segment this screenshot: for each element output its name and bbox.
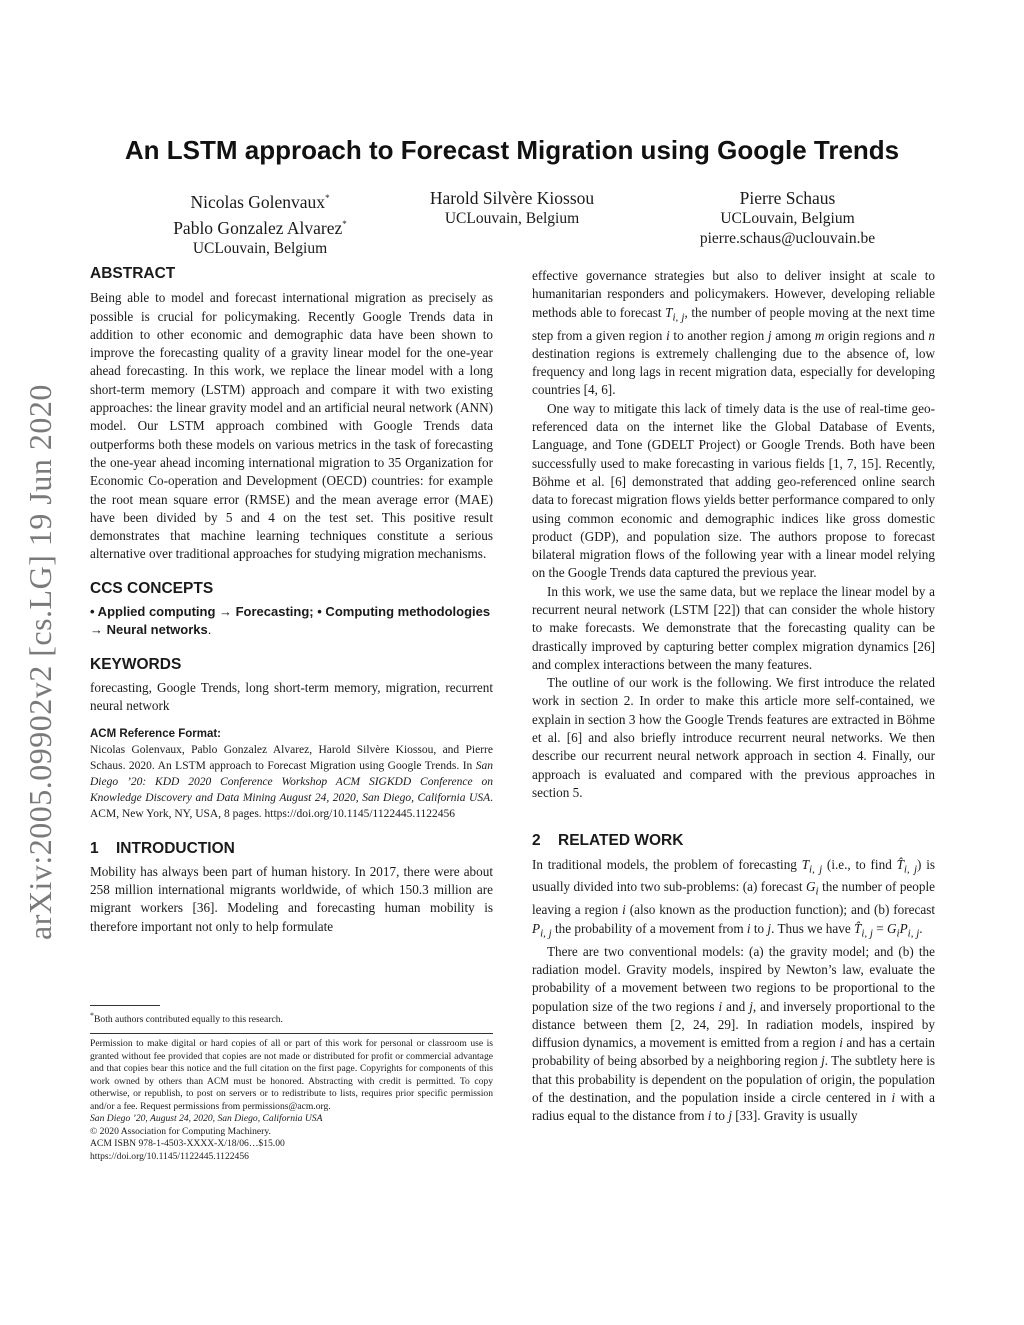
- left-column: [90, 265, 493, 936]
- author-affiliation: UCLouvain, Belgium: [192, 239, 328, 257]
- footnote-text: Both authors contributed equally to this research.: [94, 1014, 283, 1026]
- right-column: [532, 267, 935, 1126]
- permission-divider: [90, 1033, 493, 1034]
- author-affiliation: UCLouvain, Belgium: [444, 210, 580, 227]
- author-name: Harold Silvère Kiossou: [429, 188, 595, 208]
- keywords-text: forecasting, Google Trends, long short-term memory, migration, recurrent neural network: [90, 679, 493, 714]
- keywords-heading: KEYWORDS: [90, 655, 182, 673]
- permission-isbn: ACM ISBN 978-1-4503-XXXX-X/18/06…$15.00: [90, 1138, 285, 1149]
- intro-paragraph: One way to mitigate this lack of timely data is the use of real-time geo-referenced data on the internet like the Global Database of Events, Language, and Tone (GDELT Project) or Google Trends. Both have been successfully used to make forecasting in various fields [1, 7, 15]. Recently, Böhme et al. [6] demonstrated that adding geo-referenced online search data to forecast migration flows yields better performance compared to only using common economic and demographic indices like gross domestic product (GDP), and population size. The authors propose to forecast bilateral migration flows of the following year with a linear model relying on the Google Trends data captured the previous year.: [532, 400, 935, 581]
- intro-paragraph: In this work, we use the same data, but we replace the linear model by a recurrent neural network (LSTM [22]) that can consider the whole history to make forecasts. We demonstrate that the forecasting quality can be drastically improved by capturing better complex migration dynamics [26] and complex interactions between the many features.: [532, 583, 935, 672]
- section-number: 1: [90, 839, 99, 857]
- footnote-mark: *: [325, 193, 330, 203]
- permission-doi[interactable]: https://doi.org/10.1145/1122445.1122456: [90, 1150, 249, 1162]
- permission-block: [90, 1038, 493, 1163]
- author-block-3: [660, 187, 915, 249]
- related-work-paragraph: There are two conventional models: (a) the gravity model; and (b) the radiation model. Gravity models, inspired by Newton’s law, evaluate the probability of a movement between two regions to be proportional to the population size of the two regions i and j, and inversely proportional to the distance between them [2, 24, 29]. In radiation models, inspired by diffusion dynamics, a movement is emitted from a region i and has a certain probability of being absorbed by a neighboring region j. The subtlety here is that this probability is dependent on the population of origin, the population of the destination, and the population inside a circle centered in i with a radius equal to the distance from i to j [33]. Gravity is usually: [532, 943, 936, 1124]
- footnote-divider: [90, 1005, 160, 1006]
- footnote-mark: *: [342, 218, 347, 229]
- permission-copyright: © 2020 Association for Computing Machinery.: [90, 1125, 271, 1137]
- arxiv-identifier: arXiv:2005.09902v2 [cs.LG] 19 Jun 2020: [22, 384, 58, 940]
- author-block-1: [110, 187, 410, 259]
- ccs-heading: CCS CONCEPTS: [90, 579, 214, 597]
- section-number: 2: [532, 832, 541, 850]
- permission-venue: San Diego ’20, August 24, 2020, San Diego, California USA: [90, 1113, 323, 1124]
- intro-continued-paragraph: effective governance strategies but also to deliver insight at scale to humanitarian responders and policymakers. However, developing reliable methods able to forecast $T_{i, j}$, the number of people moving at the next time step from a given region i to another region j among m origin regions and n destination regions is extremely challenging due to the absence of, low frequency and long lags in recent migration data, especially for developing countries [4, 6].: [532, 268, 935, 398]
- footnote: [90, 1010, 493, 1027]
- ccs-concepts: [90, 603, 493, 640]
- abstract-text: Being able to model and forecast international migration as precisely as possible is crucial for policymaking. Recently Google Trends data in addition to other economic and demographic data have been shown to improve the forecasting quality of a gravity linear model for the one-year ahead forecasting. In this work, we replace the linear model with a long short-term memory (LSTM) approach and compare it with two existing approaches: the linear gravity model and an artificial neural network (ANN) model. Our LSTM approach combined with Google Trends data outperforms both these models on various metrics in the task of forecasting the one-year ahead incoming international migration to 35 Organization for Economic Co-operation and Development (OECD) countries: for example the root mean square error (RMSE) and the mean average error (MAE) have been divided by 5 and 4 on the test set. This positive result demonstrates that machine learning techniques constitute a serious alternative over traditional approaches for studying migration mechanisms.: [90, 290, 493, 562]
- intro-paragraph: The outline of our work is the following. We first introduce the related work in section 2. In order to make this article more self-contained, we explain in section 3 how the Google Trends features are extracted in Böhme et al. [6] and also briefly introduce recurrent neural networks. We then describe our recurrent neural network approach in section 4. Finally, our approach is evaluated and compared with the previous approaches in section 5.: [532, 675, 935, 800]
- author-email[interactable]: pierre.schaus@uclouvain.be: [699, 230, 876, 247]
- acm-reference-text: [90, 742, 493, 822]
- section-title: INTRODUCTION: [116, 839, 235, 857]
- acm-reference-part: . ACM, New York, NY, USA, 8 pages. https://doi.org/10.1145/1122445.1122456: [90, 791, 493, 820]
- author-name: Pierre Schaus: [739, 188, 836, 208]
- acm-reference-heading: ACM Reference Format:: [90, 727, 221, 740]
- footnote-mark: *: [90, 1011, 94, 1020]
- author-block-2: [372, 187, 652, 229]
- section-title: RELATED WORK: [558, 832, 684, 850]
- permission-text: Permission to make digital or hard copies of all or part of this work for personal or classroom use is granted without fee provided that copies are not made or distributed for profit or commercial advantage and that copies bear this notice and the full citation on the first page. Copyrights for components of this work owned by others than ACM must be honored. Abstracting with credit is permitted. To copy otherwise, or republish, to post on servers or to redistribute to lists, requires prior specific permission and/or a fee. Request permissions from permissions@acm.org.: [90, 1038, 493, 1112]
- related-work-paragraph: In traditional models, the problem of forecasting $T_{i, j}$ (i.e., to find $T̂_{i, j}$) is usually divided into two sub-problems: (a) forecast $G_i$ the number of people leaving a region i (also known as the production function); and (b) forecast $P_{i, j}$ the probability of a movement from i to j. Thus we have $T̂_{i, j} = G_iP_{i, j}$.: [532, 856, 936, 940]
- abstract-heading: ABSTRACT: [90, 265, 176, 282]
- paper-title: An LSTM approach to Forecast Migration using Google Trends: [124, 135, 900, 165]
- acm-reference-venue: San Diego ’20: KDD 2020 Conference Workshop ACM SIGKDD Conference on Knowledge Discovery and Data Mining August 24, 2020, San Diego, California USA: [90, 759, 493, 804]
- author-name: Pablo Gonzalez Alvarez: [173, 217, 343, 238]
- section-2-heading: [532, 832, 935, 850]
- section-1-heading: [90, 840, 493, 858]
- author-name: Nicolas Golenvaux: [190, 191, 326, 212]
- ccs-concept-1: • Applied computing → Forecasting;: [90, 604, 314, 620]
- acm-reference-part: Nicolas Golenvaux, Pablo Gonzalez Alvarez, Harold Silvère Kiossou, and Pierre Schaus. 2020. An LSTM approach to Forecast Migration using Google Trends. In: [90, 743, 493, 772]
- intro-paragraph: Mobility has always been part of human history. In 2017, there were about 258 million international migrants worldwide, of which 150.3 million are migrant workers [36]. Modeling and forecasting human mobility is therefore important not only to help formulate: [90, 863, 493, 934]
- ccs-end: .: [207, 622, 212, 638]
- ccs-concept-2: • Computing methodologies → Neural networks: [90, 604, 491, 638]
- author-affiliation: UCLouvain, Belgium: [720, 210, 855, 227]
